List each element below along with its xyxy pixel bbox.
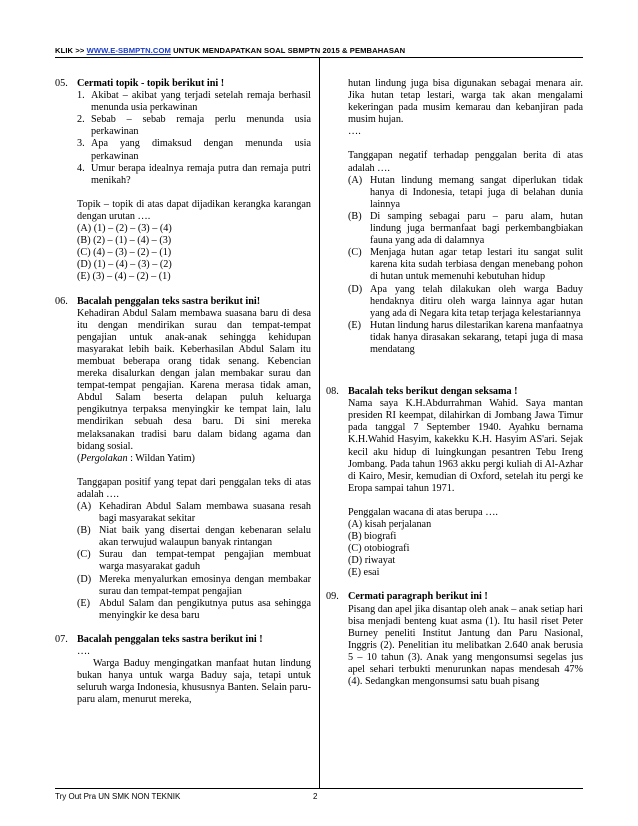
footer-rule (55, 788, 583, 789)
passage-ellipsis: …. (348, 126, 361, 138)
answer-option: (B) Niat baik yang disertai dengan kebenaran selalu akan terwujud walaupun banyak rintangan (77, 525, 311, 549)
list-item: 1. Akibat – akibat yang terjadi setelah remaja berhasil menunda usia perkawinan (77, 90, 311, 114)
passage-source: (Pergolakan : Wildan Yatim) (77, 452, 195, 464)
answer-options (326, 175, 583, 356)
list-item: 3. Apa yang dimaksud dengan menunda usia perkawinan (77, 138, 311, 162)
question-title: Bacalah penggalan teks sastra berikut ini! (77, 295, 261, 307)
question-09 (326, 591, 583, 603)
answer-option: (E) esai (348, 567, 380, 579)
question-05 (55, 78, 311, 90)
answer-option: (B) (2) – (1) – (4) – (3) (77, 235, 172, 247)
answer-option: (B) Di samping sebagai paru – paru alam, hutan lindung juga bermanfaat bagi perkembangbiakan fauna yang ada di dalamnya (348, 210, 583, 247)
header-suffix: UNTUK MENDAPATKAN SOAL SBMPTN 2015 & PEMBAHASAN (170, 46, 406, 55)
passage: Nama saya K.H.Abdurrahman Wahid. Saya mantan presiden RI keempat, dilahirkan di Jombang Jawa Timur pada tanggal 7 September 1940. Ayahku bernama K.H.Wahid Hasyim, kakekku K.H. Hasyim AS'ari. Sejak kecil aku hidup di luingkungan pesantren Tebu Ireng Jombang. Pada tahun 1963 akku pergi kuliah di Al-Azhar di Kairo, Mesir, kemudian di Oxford, setelah itu pergi ke Eropa sampai tahun 1971. (348, 398, 583, 494)
question-number: 08. (326, 386, 339, 398)
answer-option: (D) riwayat (348, 555, 396, 567)
answer-option: (A) (1) – (2) – (3) – (4) (77, 223, 172, 235)
question-prompt: Tanggapan positif yang tepat dari penggalan teks di atas adalah …. (77, 476, 311, 500)
question-number: 09. (326, 591, 339, 603)
passage: Kehadiran Abdul Salam membawa suasana baru di desa itu dengan mendirikan surau dan tempat-tempat pengajian untuk anak-anak sehingga kehidupan masyarakat lebih baik. Keberhasilan Abdul Salam itu membuat beberapa orang tidak senang. Kebencian mereka disalurkan dengan jalan membakar surau dan tempat-tempat pengajian. Karena merasa tidak aman, Abdul Salam beserta delapan puluh keluarga pengikutnya terpaksa menyingkir ke tempat lain, lalu mendirikan sebuah desa baru. Di sini mereka melaksanakan tradisi baru dalam bidang agama dan bidang sosial. (77, 307, 311, 452)
answer-option: (C) otobiografi (348, 543, 410, 555)
answer-option: (E) (3) – (4) – (2) – (1) (77, 271, 171, 283)
question-number: 07. (55, 633, 68, 645)
answer-option: (A) Hutan lindung memang sangat diperlukan tidak hanya di Indonesia, tetapi juga di belahan dunia lainnya (348, 174, 583, 210)
question-prompt: Tanggapan negatif terhadap penggalan berita di atas adalah …. (348, 150, 583, 174)
footer-title: Try Out Pra UN SMK NON TEKNIK (55, 792, 181, 801)
question-prompt: Topik – topik di atas dapat dijadikan kerangka karangan dengan urutan …. (77, 198, 311, 222)
answer-option: (E) Hutan lindung harus dilestarikan karena manfaatnya tidak hanya dirasakan sekarang, tetapi juga di masa mendatang (348, 319, 584, 355)
answer-option: (D) (1) – (4) – (3) – (2) (77, 259, 172, 271)
question-number: 05. (55, 78, 68, 89)
answer-option: (A) kisah perjalanan (348, 519, 432, 530)
right-column (326, 78, 583, 688)
answer-option: (D) Mereka menyalurkan emosinya dengan membakar surau dan tempat-tempat pengajian (77, 573, 311, 597)
passage-ellipsis: …. (77, 646, 90, 658)
answer-options (55, 501, 311, 622)
column-divider (319, 58, 320, 788)
question-06 (55, 296, 311, 308)
answer-option: (D) Apa yang telah dilakukan oleh warga Baduy hendaknya ditiru oleh warga lainnya agar hutan yang ada di Negara kita tetap terjaga kelestariannya (348, 283, 583, 319)
question-title: Cermati paragraph berikut ini ! (348, 591, 488, 603)
header-prefix: KLIK >> (55, 46, 87, 55)
page-number: 2 (313, 792, 318, 801)
passage: Pisang dan apel jika disantap oleh anak – anak setiap hari bisa menjadi benteng kuat asma (1). Itu hasil riset Peter Burney peneliti Institut Jantung dan Paru Nasional, Inggris (2). Penelitian itu melibatkan 2.640 anak berusia 5 – 10 tahun (3). Anak yang mengonsumsi segelas jus apel sehari terbukti menurunkan napas mendesah 47% (4). Sedangkan mengonsumsi satu buah pisang (348, 603, 583, 688)
answer-options (326, 519, 583, 579)
question-title: Bacalah teks berikut dengan seksama ! (348, 386, 518, 398)
answer-option: (E) Abdul Salam dan pengikutnya putus asa sehingga menyingkir ke desa baru (77, 597, 311, 621)
answer-option: (C) (4) – (3) – (2) – (1) (77, 247, 172, 259)
answer-option: (B) biografi (348, 531, 397, 543)
header-link[interactable]: WWW.E-SBMPTN.COM (86, 46, 171, 55)
answer-option: (C) Menjaga hutan agar tetap lestari itu sangat sulit karena kita sudah terbiasa dengan menebang pohon di hutan untuk memenuhi kebutuhan hidup (348, 247, 583, 283)
question-07 (55, 634, 311, 646)
left-column (55, 78, 311, 707)
question-title: Bacalah penggalan teks sastra berikut ini ! (77, 633, 263, 645)
answer-option: (C) Surau dan tempat-tempat pengajian membuat warga masyarakat gaduh (77, 549, 311, 573)
answer-option: (A) Kehadiran Abdul Salam membawa suasana resah bagi masyarakat sekitar (77, 501, 311, 525)
question-title: Cermati topik - topik berikut ini ! (77, 78, 225, 89)
question-number: 06. (55, 295, 68, 307)
list-item: 2. Sebab – sebab remaja perlu menunda usia perkawinan (77, 114, 311, 138)
answer-options (55, 223, 311, 283)
question-08 (326, 386, 583, 398)
page-footer (55, 792, 583, 801)
passage: Warga Baduy mengingatkan manfaat hutan lindung bukan hanya untuk warga Baduy saja, tetapi untuk seluruh warga Indonesia, khususnya Banten. Selain paru-paru alam, menurut mereka, (77, 658, 311, 706)
question-prompt: Penggalan wacana di atas berupa …. (348, 506, 498, 518)
passage-continued: hutan lindung juga bisa digunakan sebagai menara air. Jika hutan tetap lestari, warga tak akan mengalami kekeringan pada musim kemarau dan kebanjiran pada musim hujan. (348, 78, 583, 126)
page-header (55, 46, 405, 55)
list-item: 4. Umur berapa idealnya remaja putra dan remaja putri menikah? (77, 162, 311, 186)
